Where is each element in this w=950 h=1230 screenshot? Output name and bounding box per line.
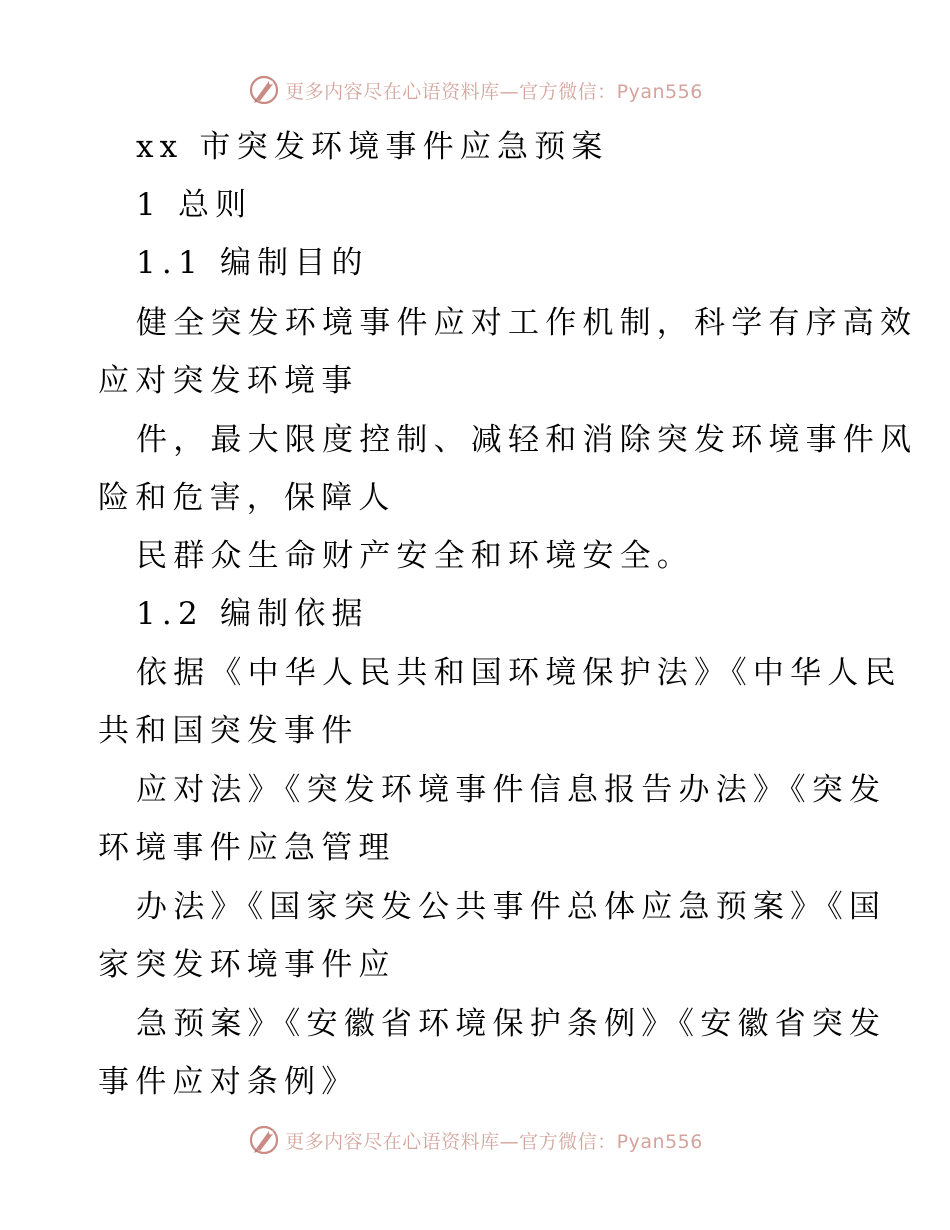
watermark-banner-top xyxy=(0,70,950,110)
watermark-text: 更多内容尽在心语资料库—官方微信：Pyan556 xyxy=(285,80,703,103)
paragraph-line: 办法》《国家突发公共事件总体应急预案》《国 xyxy=(136,889,887,925)
paragraph-line: 应对突发环境事 xyxy=(98,363,359,399)
paragraph-line: 健全突发环境事件应对工作机制，科学有序高效 xyxy=(136,305,918,341)
subsection-heading: 1.1 编制目的 xyxy=(136,245,369,281)
watermark-banner-bottom xyxy=(0,1120,950,1160)
document-title: xx 市突发环境事件应急预案 xyxy=(136,129,609,165)
paragraph-line: 件，最大限度控制、减轻和消除突发环境事件风 xyxy=(136,422,918,458)
subsection-heading: 1.2 编制依据 xyxy=(136,596,369,632)
paragraph-line: 依据《中华人民共和国环境保护法》《中华人民 xyxy=(136,655,902,691)
watermark-text: 更多内容尽在心语资料库—官方微信：Pyan556 xyxy=(285,1130,703,1153)
section-heading: 1 总则 xyxy=(136,187,253,223)
paragraph-line: 险和危害，保障人 xyxy=(98,480,396,516)
paragraph-line: 应对法》《突发环境事件信息报告办法》《突发 xyxy=(136,772,887,808)
pen-logo-icon xyxy=(247,73,281,107)
paragraph-line: 急预案》《安徽省环境保护条例》《安徽省突发 xyxy=(136,1006,887,1042)
paragraph-line: 环境事件应急管理 xyxy=(98,830,396,866)
paragraph-line: 事件应对条例》 xyxy=(98,1064,359,1100)
pen-logo-icon xyxy=(247,1123,281,1157)
paragraph-line: 共和国突发事件 xyxy=(98,713,359,749)
paragraph-line: 民群众生命财产安全和环境安全。 xyxy=(136,538,694,574)
paragraph-line: 家突发环境事件应 xyxy=(98,947,396,983)
